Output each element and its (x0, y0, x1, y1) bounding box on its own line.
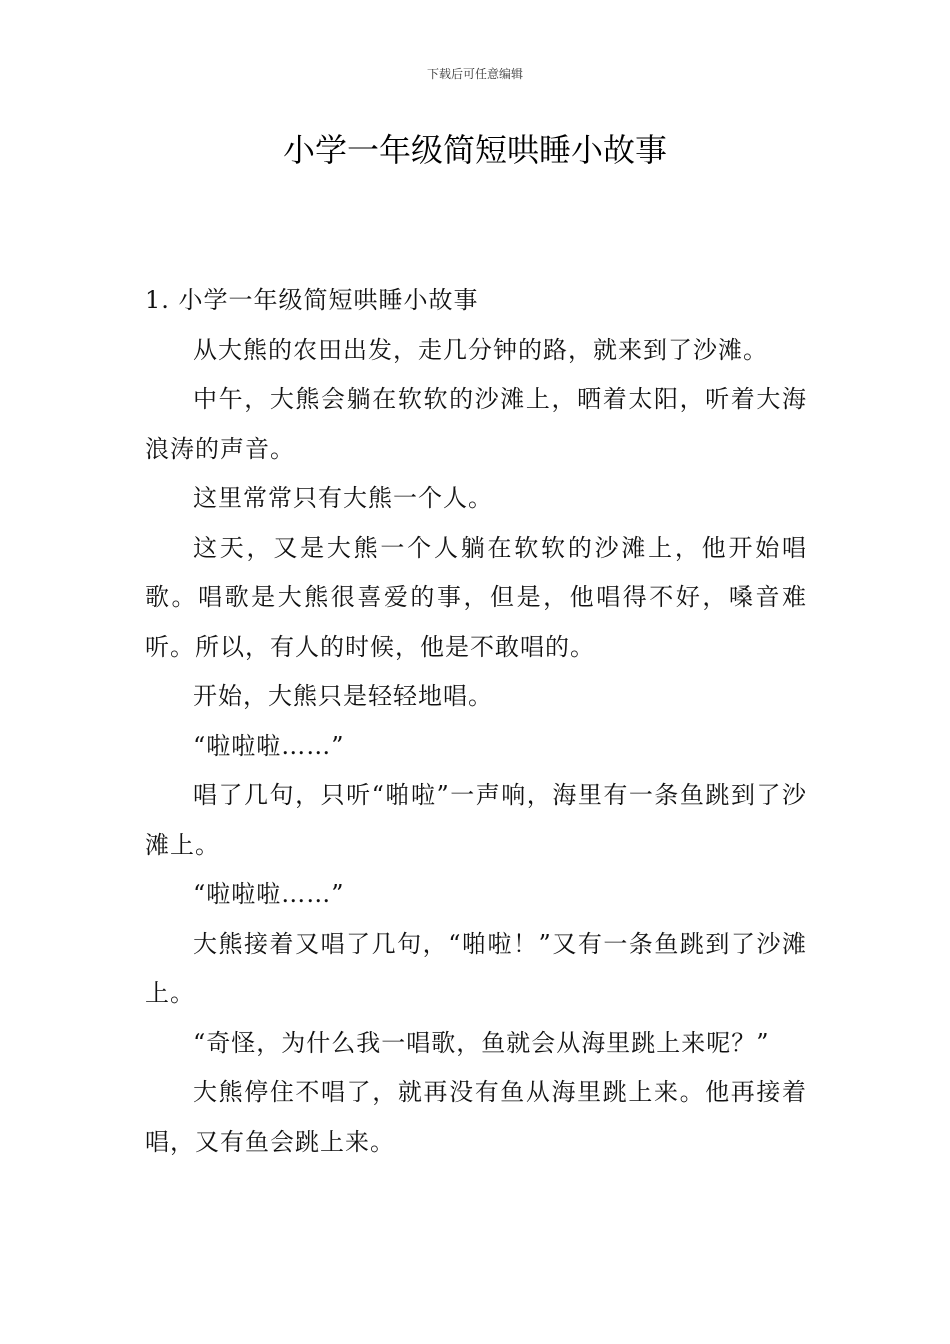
paragraph: “啦啦啦……” (193, 731, 345, 760)
document-body (145, 276, 807, 1167)
paragraph: 大熊停住不唱了，就再没有鱼从海里跳上来。他再接着唱，又有鱼会跳上来。 (145, 1078, 807, 1156)
page-header-note: 下载后可任意编辑 (426, 67, 523, 81)
paragraph: 开始，大熊只是轻轻地唱。 (193, 682, 493, 710)
document-title: 小学一年级简短哄睡小故事 (282, 131, 667, 169)
paragraph: “奇怪，为什么我一唱歌，鱼就会从海里跳上来呢？” (193, 1028, 770, 1057)
paragraph: 这里常常只有大熊一个人。 (193, 484, 493, 512)
paragraph: 这天，又是大熊一个人躺在软软的沙滩上，他开始唱歌。唱歌是大熊很喜爱的事，但是，他唱得不好，嗓音难听。所以，有人的时候，他是不敢唱的。 (145, 533, 807, 661)
section-heading: 1. 小学一年级简短哄睡小故事 (145, 286, 479, 314)
paragraph: “啦啦啦……” (193, 880, 345, 908)
paragraph: 唱了几句，只听“啪啦”一声响，海里有一条鱼跳到了沙滩上。 (145, 781, 807, 859)
paragraph: 从大熊的农田出发，走几分钟的路，就来到了沙滩。 (193, 335, 768, 364)
paragraph: 大熊接着又唱了几句，“啪啦！”又有一条鱼跳到了沙滩上。 (145, 929, 807, 1007)
paragraph: 中午，大熊会躺在软软的沙滩上，晒着太阳，听着大海浪涛的声音。 (145, 385, 807, 463)
